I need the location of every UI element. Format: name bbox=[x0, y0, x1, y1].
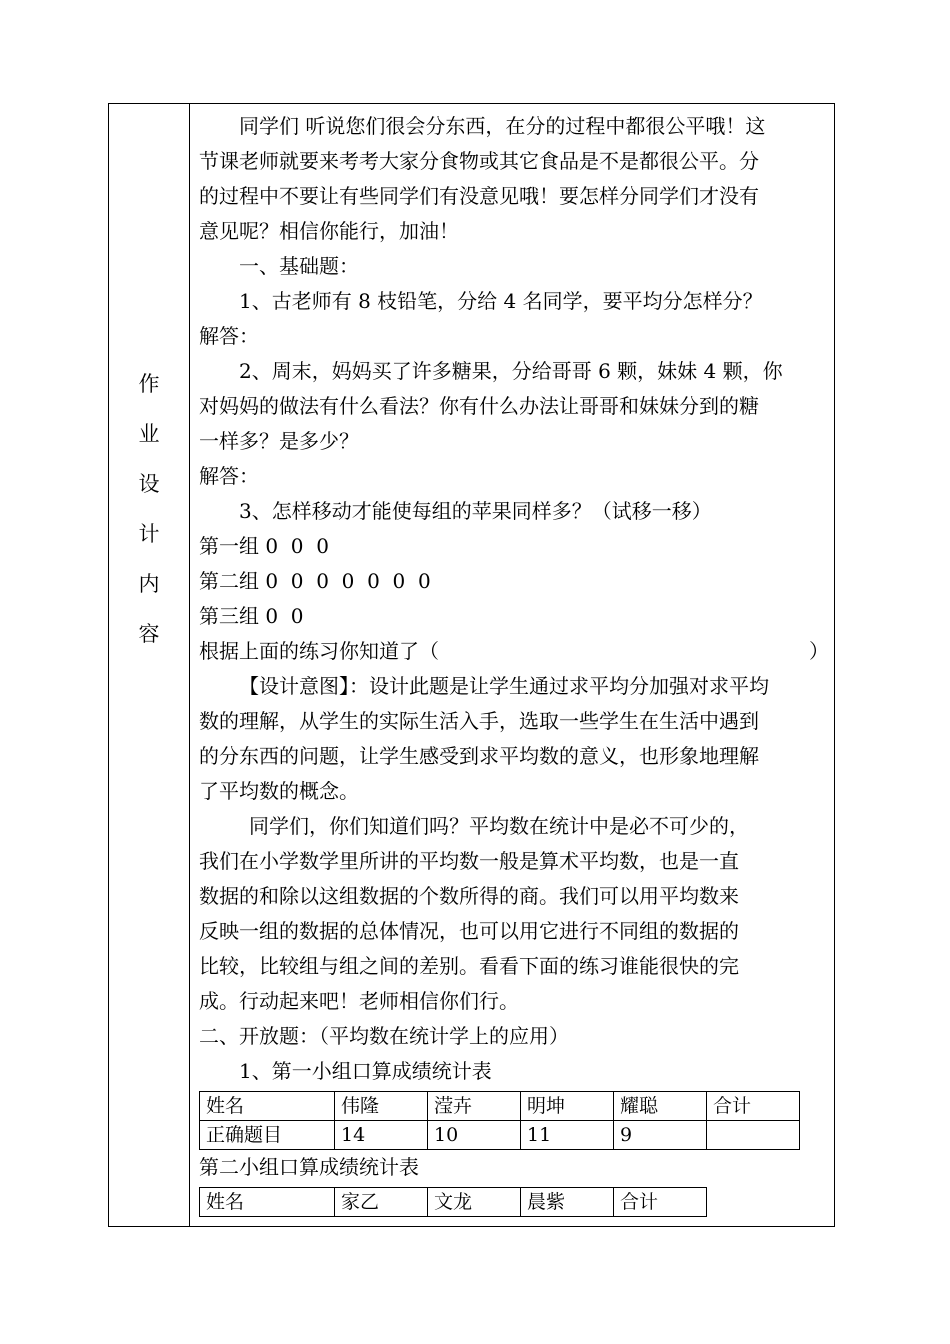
side-char: 业 bbox=[138, 422, 160, 446]
table-cell: 姓名 bbox=[200, 1092, 335, 1121]
group-row: 第二组 0 0 0 0 0 0 0 bbox=[199, 569, 431, 593]
table-cell: 滢卉 bbox=[428, 1092, 521, 1121]
table-cell: 姓名 bbox=[200, 1188, 335, 1217]
answer-label: 解答： bbox=[199, 324, 259, 348]
intro-line: 的过程中不要让有些同学们有没意见哦！要怎样分同学们才没有 bbox=[199, 184, 759, 208]
question-2-line: 对妈妈的做法有什么看法？你有什么办法让哥哥和妹妹分到的糖 bbox=[199, 394, 759, 418]
group-row: 第一组 0 0 0 bbox=[199, 534, 329, 558]
fill-in-suffix: ） bbox=[809, 639, 829, 663]
intro-line: 同学们 听说您们很会分东西，在分的过程中都很公平哦！这 bbox=[239, 114, 766, 138]
table-cell: 晨紫 bbox=[521, 1188, 614, 1217]
table-cell: 耀聪 bbox=[614, 1092, 707, 1121]
paragraph-line: 我们在小学数学里所讲的平均数一般是算术平均数，也是一直 bbox=[199, 849, 739, 873]
section-open-heading: 二、开放题：（平均数在统计学上的应用） bbox=[199, 1024, 569, 1048]
table-cell: 合计 bbox=[614, 1188, 707, 1217]
paragraph-line: 同学们，你们知道们吗？平均数在统计中是必不可少的， bbox=[249, 814, 749, 838]
side-char: 容 bbox=[138, 622, 160, 646]
table-header-row bbox=[200, 1092, 800, 1121]
score-table-group2 bbox=[199, 1187, 707, 1217]
table-cell: 明坤 bbox=[521, 1092, 614, 1121]
table-cell: 伟隆 bbox=[335, 1092, 428, 1121]
content-area bbox=[199, 109, 829, 1217]
paragraph-line: 反映一组的数据的总体情况，也可以用它进行不同组的数据的 bbox=[199, 919, 739, 943]
question-2: 2、周末，妈妈买了许多糖果，分给哥哥 6 颗，妹妹 4 颗，你 bbox=[239, 359, 783, 383]
score-table-group1 bbox=[199, 1091, 800, 1150]
side-char: 作 bbox=[138, 372, 160, 396]
table1-title: 1、第一小组口算成绩统计表 bbox=[239, 1059, 492, 1083]
section-basic-heading: 一、基础题： bbox=[239, 254, 359, 278]
table-cell: 家乙 bbox=[335, 1188, 428, 1217]
question-2-line: 一样多？是多少？ bbox=[199, 429, 359, 453]
side-char: 计 bbox=[138, 522, 160, 546]
assignment-frame bbox=[108, 103, 835, 1227]
question-1: 1、古老师有 8 枝铅笔，分给 4 名同学，要平均分怎样分？ bbox=[239, 289, 763, 313]
table-row bbox=[200, 1121, 800, 1150]
fill-in-line bbox=[199, 634, 829, 669]
column-divider bbox=[189, 104, 190, 1226]
table-cell: 11 bbox=[521, 1121, 614, 1150]
table-cell: 文龙 bbox=[428, 1188, 521, 1217]
group-row: 第三组 0 0 bbox=[199, 604, 304, 628]
side-label bbox=[109, 359, 189, 659]
table-cell: 9 bbox=[614, 1121, 707, 1150]
table-total-cell[interactable] bbox=[707, 1121, 800, 1150]
paragraph-line: 成。行动起来吧！老师相信你们行。 bbox=[199, 989, 519, 1013]
intro-line: 意见呢？相信你能行，加油！ bbox=[199, 219, 459, 243]
paragraph-line: 数据的和除以这组数据的个数所得的商。我们可以用平均数来 bbox=[199, 884, 739, 908]
design-intent-line: 的分东西的问题，让学生感受到求平均数的意义，也形象地理解 bbox=[199, 744, 759, 768]
design-intent-line: 了平均数的概念。 bbox=[199, 779, 359, 803]
fill-in-prefix: 根据上面的练习你知道了（ bbox=[199, 639, 439, 663]
table-cell: 14 bbox=[335, 1121, 428, 1150]
table-cell: 10 bbox=[428, 1121, 521, 1150]
paragraph-line: 比较，比较组与组之间的差别。看看下面的练习谁能很快的完 bbox=[199, 954, 739, 978]
design-intent: 【设计意图】：设计此题是让学生通过求平均分加强对求平均 bbox=[239, 674, 769, 698]
answer-label: 解答： bbox=[199, 464, 259, 488]
question-3: 3、怎样移动才能使每组的苹果同样多？（试移一移） bbox=[239, 499, 712, 523]
table-cell: 合计 bbox=[707, 1092, 800, 1121]
design-intent-line: 数的理解，从学生的实际生活入手，选取一些学生在生活中遇到 bbox=[199, 709, 759, 733]
table-header-row bbox=[200, 1188, 707, 1217]
table2-title: 第二小组口算成绩统计表 bbox=[199, 1155, 419, 1179]
side-char: 内 bbox=[138, 572, 160, 596]
intro-line: 节课老师就要来考考大家分食物或其它食品是不是都很公平。分 bbox=[199, 149, 759, 173]
side-char: 设 bbox=[138, 472, 160, 496]
table-cell: 正确题目 bbox=[200, 1121, 335, 1150]
